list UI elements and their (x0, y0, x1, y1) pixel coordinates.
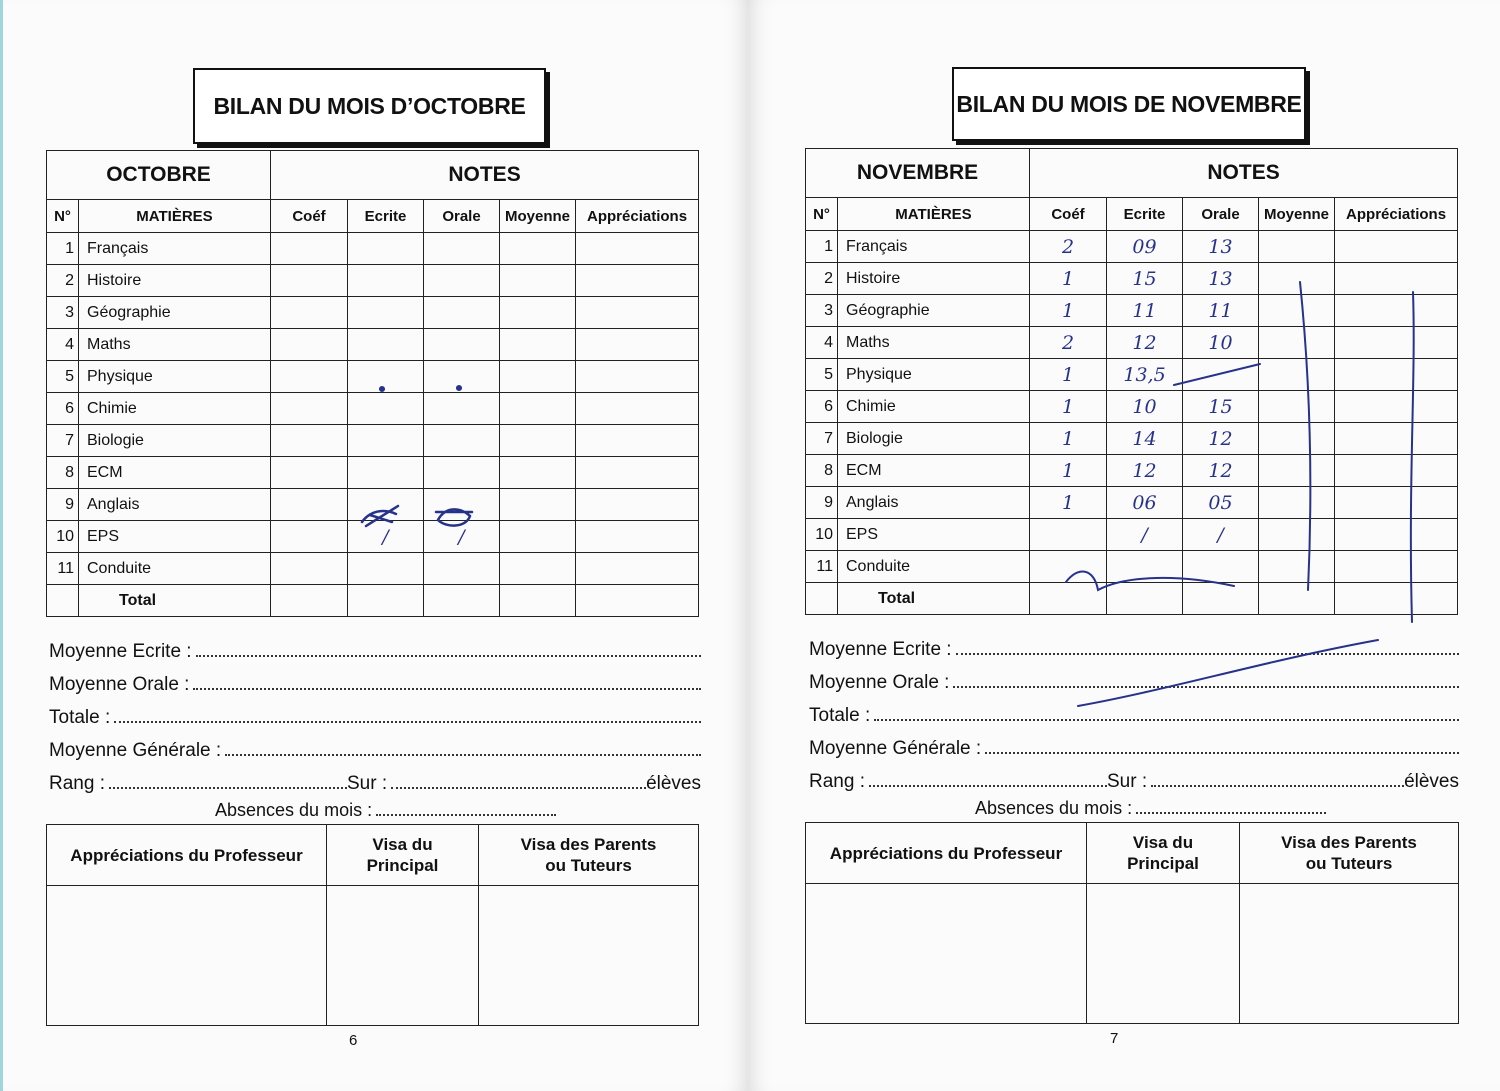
appreciation-cell (1335, 391, 1458, 423)
subject-name: Géographie (79, 297, 271, 329)
coef-cell (271, 361, 348, 393)
moyenne-cell (500, 521, 576, 553)
table-row (806, 455, 1458, 487)
table-row (47, 521, 699, 553)
table-row (806, 231, 1458, 263)
table-row (806, 295, 1458, 327)
coef-cell: 1 (1030, 487, 1107, 519)
appreciation-cell (576, 425, 699, 457)
table-row (806, 391, 1458, 423)
table-row (806, 359, 1458, 391)
subject-name: Géographie (838, 295, 1030, 327)
appreciation-cell (1335, 295, 1458, 327)
page-title: BILAN DU MOIS DE NOVEMBRE (952, 67, 1306, 141)
col-ecrite: Ecrite (348, 200, 424, 233)
appreciation-cell (576, 329, 699, 361)
subject-name: Conduite (838, 551, 1030, 583)
orale-cell: 05 (1183, 487, 1259, 519)
col-num: N° (806, 198, 838, 231)
appreciation-cell (576, 521, 699, 553)
col-matieres: MATIÈRES (79, 200, 271, 233)
principal-visa-header: Visa du Principal (327, 825, 479, 886)
row-number: 5 (47, 361, 79, 393)
row-number: 4 (47, 329, 79, 361)
ecrite-cell: 11 (1107, 295, 1183, 327)
coef-cell (271, 457, 348, 489)
appreciation-cell (1335, 551, 1458, 583)
prof-appreciation-header: Appréciations du Professeur (806, 823, 1087, 884)
ecrite-cell (348, 233, 424, 265)
total-label: Total (838, 583, 1030, 615)
row-number: 1 (806, 231, 838, 263)
subject-name: ECM (79, 457, 271, 489)
sur-label: Sur : (1106, 771, 1148, 792)
ecrite-cell: 14 (1107, 423, 1183, 455)
absences-label: Absences du mois : (215, 800, 373, 820)
orale-cell: 12 (1183, 455, 1259, 487)
eleves-label: élèves (1404, 771, 1459, 792)
appreciation-cell (1335, 327, 1458, 359)
row-number: 3 (47, 297, 79, 329)
subject-name: Chimie (838, 391, 1030, 423)
table-row (47, 361, 699, 393)
subject-name: Anglais (79, 489, 271, 521)
subject-name: Maths (79, 329, 271, 361)
table-row (47, 265, 699, 297)
moyenne-generale-label: Moyenne Générale : (49, 740, 222, 761)
table-row (806, 551, 1458, 583)
row-number: 6 (806, 391, 838, 423)
subject-name: Conduite (79, 553, 271, 585)
row-number: 9 (806, 487, 838, 519)
orale-cell (424, 329, 500, 361)
col-num: N° (47, 200, 79, 233)
subject-name: Français (79, 233, 271, 265)
grades-table (46, 150, 699, 617)
moyenne-cell (1259, 455, 1335, 487)
row-number: 11 (47, 553, 79, 585)
appreciation-cell (576, 393, 699, 425)
orale-cell (424, 457, 500, 489)
row-number: 3 (806, 295, 838, 327)
orale-cell: / (1183, 519, 1259, 551)
appreciation-cell (576, 233, 699, 265)
table-row (47, 553, 699, 585)
orale-cell (1183, 551, 1259, 583)
table-row (806, 327, 1458, 359)
appreciation-cell (1335, 487, 1458, 519)
orale-cell (424, 361, 500, 393)
table-row (806, 487, 1458, 519)
orale-cell (424, 393, 500, 425)
subject-name: Maths (838, 327, 1030, 359)
orale-cell: 10 (1183, 327, 1259, 359)
table-row (47, 233, 699, 265)
table-row (806, 263, 1458, 295)
appreciation-cell (1335, 231, 1458, 263)
ecrite-cell (348, 457, 424, 489)
notes-header: NOTES (1030, 149, 1458, 198)
row-number: 10 (806, 519, 838, 551)
appreciation-cell (1335, 423, 1458, 455)
orale-cell: 12 (1183, 423, 1259, 455)
ecrite-cell: / (1107, 519, 1183, 551)
appreciation-cell (576, 297, 699, 329)
row-number: 8 (806, 455, 838, 487)
subject-name: Physique (79, 361, 271, 393)
table-row (47, 329, 699, 361)
col-appreciations: Appréciations (1335, 198, 1458, 231)
row-number: 9 (47, 489, 79, 521)
moyenne-ecrite-label: Moyenne Ecrite : (49, 641, 192, 662)
coef-cell (271, 553, 348, 585)
page-october (0, 0, 748, 1091)
appreciation-cell (576, 457, 699, 489)
table-row (806, 423, 1458, 455)
appreciation-cell (576, 265, 699, 297)
parents-visa-header: Visa des Parents ou Tuteurs (479, 825, 699, 886)
orale-cell: 11 (1183, 295, 1259, 327)
orale-cell (424, 265, 500, 297)
parents-visa-header: Visa des Parents ou Tuteurs (1240, 823, 1459, 884)
orale-cell (1183, 359, 1259, 391)
row-number: 6 (47, 393, 79, 425)
appreciation-cell (576, 361, 699, 393)
eleves-label: élèves (646, 773, 701, 794)
ecrite-cell (348, 553, 424, 585)
absences-line (215, 800, 556, 821)
moyenne-cell (1259, 391, 1335, 423)
coef-cell: 2 (1030, 231, 1107, 263)
month-header: NOVEMBRE (806, 149, 1030, 198)
moyenne-cell (500, 265, 576, 297)
coef-cell (271, 329, 348, 361)
moyenne-cell (500, 233, 576, 265)
ecrite-cell (348, 329, 424, 361)
table-row (47, 489, 699, 521)
appreciation-cell (1335, 263, 1458, 295)
moyenne-generale-label: Moyenne Générale : (809, 738, 982, 759)
moyenne-cell (500, 553, 576, 585)
prof-appreciation-header: Appréciations du Professeur (47, 825, 327, 886)
sur-label: Sur : (346, 773, 388, 794)
subject-name: Chimie (79, 393, 271, 425)
col-moyenne: Moyenne (1259, 198, 1335, 231)
moyenne-cell (1259, 263, 1335, 295)
moyenne-cell (1259, 359, 1335, 391)
subject-name: Physique (838, 359, 1030, 391)
table-row (47, 457, 699, 489)
moyenne-cell (500, 489, 576, 521)
ecrite-cell: 09 (1107, 231, 1183, 263)
orale-cell: 13 (1183, 263, 1259, 295)
subject-name: EPS (838, 519, 1030, 551)
orale-cell: 13 (1183, 231, 1259, 263)
rang-label: Rang : (809, 771, 865, 792)
orale-cell (424, 297, 500, 329)
row-number: 4 (806, 327, 838, 359)
row-number: 8 (47, 457, 79, 489)
coef-cell (271, 265, 348, 297)
ecrite-cell (348, 297, 424, 329)
grades-table (805, 148, 1458, 615)
moyenne-cell (500, 297, 576, 329)
row-number: 2 (806, 263, 838, 295)
signature-table (46, 824, 699, 1026)
ecrite-cell: 12 (1107, 327, 1183, 359)
moyenne-cell (1259, 295, 1335, 327)
table-row (47, 297, 699, 329)
coef-cell (1030, 519, 1107, 551)
signature-table (805, 822, 1459, 1024)
orale-cell (424, 553, 500, 585)
col-orale: Orale (424, 200, 500, 233)
row-number: 7 (806, 423, 838, 455)
col-coef: Coéf (271, 200, 348, 233)
coef-cell: 1 (1030, 423, 1107, 455)
row-number: 10 (47, 521, 79, 553)
principal-visa-header: Visa du Principal (1087, 823, 1240, 884)
orale-cell: 15 (1183, 391, 1259, 423)
ecrite-cell (348, 425, 424, 457)
appreciation-cell (1335, 359, 1458, 391)
orale-cell (424, 489, 500, 521)
appreciation-cell (576, 489, 699, 521)
moyenne-cell (1259, 231, 1335, 263)
col-matieres: MATIÈRES (838, 198, 1030, 231)
subject-name: Anglais (838, 487, 1030, 519)
subject-name: Biologie (79, 425, 271, 457)
ecrite-cell: 13,5 (1107, 359, 1183, 391)
ecrite-cell (348, 489, 424, 521)
ecrite-cell (348, 361, 424, 393)
row-number: 5 (806, 359, 838, 391)
month-header: OCTOBRE (47, 151, 271, 200)
appreciation-cell (1335, 519, 1458, 551)
coef-cell (1030, 551, 1107, 583)
orale-cell: / (424, 521, 500, 553)
ecrite-cell: 15 (1107, 263, 1183, 295)
moyenne-ecrite-label: Moyenne Ecrite : (809, 639, 952, 660)
rang-label: Rang : (49, 773, 105, 794)
ecrite-cell: 10 (1107, 391, 1183, 423)
table-row (47, 393, 699, 425)
notes-header: NOTES (271, 151, 699, 200)
moyenne-cell (500, 329, 576, 361)
coef-cell (271, 233, 348, 265)
totale-label: Totale : (49, 707, 111, 728)
coef-cell: 1 (1030, 391, 1107, 423)
moyenne-cell (1259, 519, 1335, 551)
moyenne-cell (500, 361, 576, 393)
ecrite-cell (348, 265, 424, 297)
absences-line (975, 798, 1326, 819)
coef-cell (271, 393, 348, 425)
moyenne-cell (500, 457, 576, 489)
subject-name: Histoire (79, 265, 271, 297)
coef-cell: 1 (1030, 295, 1107, 327)
ecrite-cell (348, 393, 424, 425)
appreciation-cell (576, 553, 699, 585)
subject-name: Histoire (838, 263, 1030, 295)
col-appreciations: Appréciations (576, 200, 699, 233)
totale-label: Totale : (809, 705, 871, 726)
moyenne-cell (500, 393, 576, 425)
page-title: BILAN DU MOIS D’OCTOBRE (193, 68, 546, 144)
moyenne-cell (1259, 487, 1335, 519)
coef-cell: 2 (1030, 327, 1107, 359)
moyenne-cell (500, 425, 576, 457)
moyenne-cell (1259, 423, 1335, 455)
coef-cell (271, 521, 348, 553)
coef-cell: 1 (1030, 455, 1107, 487)
ecrite-cell: 12 (1107, 455, 1183, 487)
moyenne-cell (1259, 327, 1335, 359)
moyenne-orale-label: Moyenne Orale : (49, 674, 190, 695)
col-coef: Coéf (1030, 198, 1107, 231)
page-number: 6 (349, 1032, 358, 1049)
summary-block (49, 630, 701, 795)
orale-cell (424, 425, 500, 457)
moyenne-cell (1259, 551, 1335, 583)
col-ecrite: Ecrite (1107, 198, 1183, 231)
appreciation-cell (1335, 455, 1458, 487)
subject-name: Biologie (838, 423, 1030, 455)
page-november (748, 0, 1500, 1091)
subject-name: Français (838, 231, 1030, 263)
coef-cell: 1 (1030, 359, 1107, 391)
orale-cell (424, 233, 500, 265)
table-row (806, 519, 1458, 551)
subject-name: EPS (79, 521, 271, 553)
row-number: 2 (47, 265, 79, 297)
col-moyenne: Moyenne (500, 200, 576, 233)
col-orale: Orale (1183, 198, 1259, 231)
coef-cell (271, 297, 348, 329)
coef-cell (271, 425, 348, 457)
row-number: 1 (47, 233, 79, 265)
moyenne-orale-label: Moyenne Orale : (809, 672, 950, 693)
row-number: 7 (47, 425, 79, 457)
ecrite-cell (1107, 551, 1183, 583)
page-number: 7 (1110, 1030, 1119, 1047)
coef-cell: 1 (1030, 263, 1107, 295)
summary-block (809, 628, 1459, 793)
row-number: 11 (806, 551, 838, 583)
coef-cell (271, 489, 348, 521)
ecrite-cell: 06 (1107, 487, 1183, 519)
absences-label: Absences du mois : (975, 798, 1133, 818)
ecrite-cell: / (348, 521, 424, 553)
subject-name: ECM (838, 455, 1030, 487)
table-row (47, 425, 699, 457)
total-label: Total (79, 585, 271, 617)
